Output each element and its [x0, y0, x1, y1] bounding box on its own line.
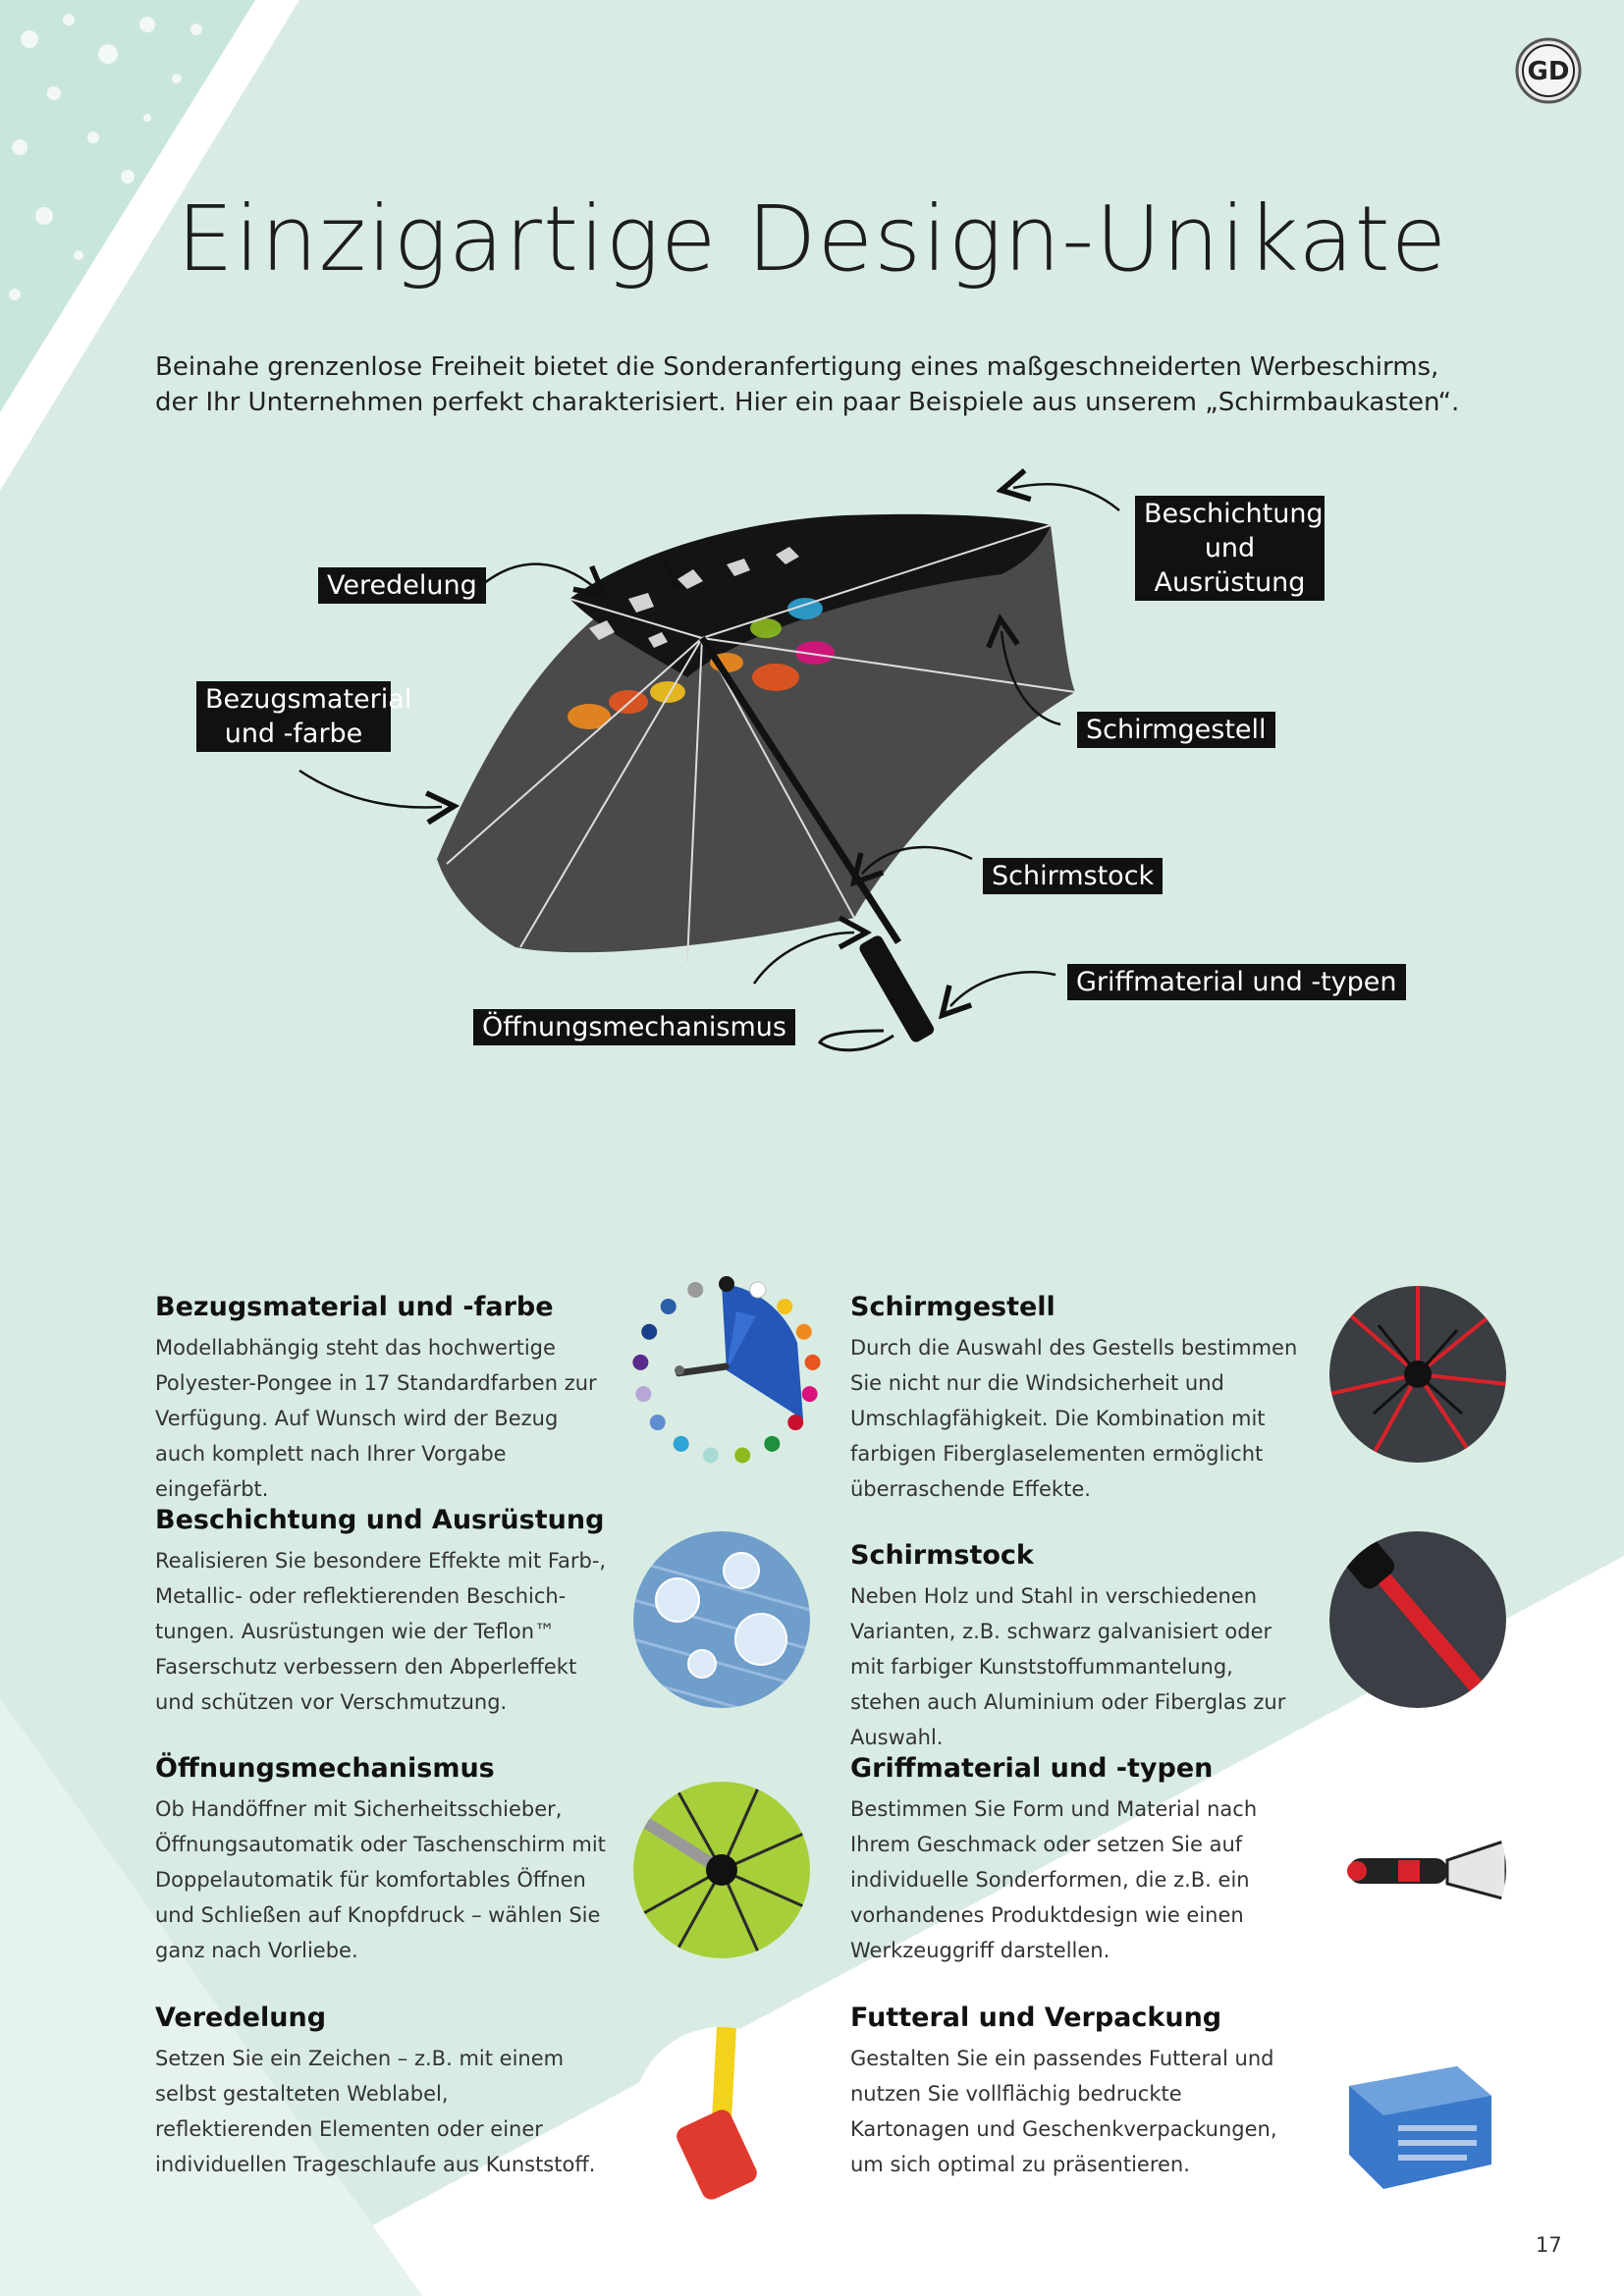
- handle-photo: [1329, 1782, 1506, 1958]
- section-title: Futteral und Verpackung: [850, 2002, 1222, 2033]
- packaging-photo: [1329, 2027, 1506, 2204]
- section-title: Bezugsmaterial und -farbe: [155, 1292, 554, 1322]
- section-griff: [850, 1753, 1302, 1968]
- section-beschichtung: [155, 1505, 607, 1720]
- section-oeffnung: [155, 1753, 607, 1968]
- page-title: Einzigartige Design-Unikate: [176, 187, 1448, 292]
- swatch-dot: [805, 1355, 821, 1370]
- page-number: 17: [1536, 2233, 1562, 2257]
- callout-oeffnung: Öffnungsmechanismus: [473, 1009, 795, 1045]
- callout-griffmaterial: Griffmaterial und -typen: [1067, 964, 1406, 1000]
- swatch-dot: [650, 1415, 666, 1430]
- intro-text: Beinahe grenzenlose Freiheit bietet die Sonderanfertigung eines maßgeschneiderten Werbeschirms, der Ihr Unternehmen perfekt charakterisiert. Hier ein paar Beispiele aus unserem „Schirmbaukasten“.: [155, 352, 1460, 417]
- swatch-dot: [703, 1448, 719, 1464]
- section-text: Gestalten Sie ein passendes Futteral und nutzen Sie vollflächig bedruckte Kartonagen und Geschenkverpackungen, um sich optimal zu präsentieren.: [850, 2047, 1277, 2176]
- callout-schirmstock: Schirmstock: [983, 858, 1163, 894]
- swatch-dot: [750, 1282, 766, 1298]
- callout-veredelung: Veredelung: [318, 567, 486, 604]
- swatch-dot: [796, 1324, 812, 1340]
- section-text: Neben Holz und Stahl in verschiedenen Varianten, z.B. schwarz galvanisiert oder mit farbiger Kunststoffummantelung, stehen auch Aluminium oder Fiberglas zur Auswahl.: [850, 1584, 1286, 1749]
- section-title: Griffmaterial und -typen: [850, 1753, 1214, 1784]
- logo-text: GD: [1527, 57, 1570, 86]
- strap-photo: [633, 2027, 810, 2204]
- swatch-dot: [787, 1415, 803, 1430]
- section-text: Bestimmen Sie Form und Material nach Ihrem Geschmack oder setzen Sie auf individuelle Sonderformen, die z.B. ein vorhandenes Produktdesign wie einen Werkzeuggriff darstellen.: [850, 1797, 1258, 1962]
- callout-schirmgestell: Schirmgestell: [1077, 712, 1275, 748]
- section-title: Veredelung: [155, 2002, 327, 2033]
- umbrella-rod-photo: [1329, 1531, 1506, 1708]
- section-gestell: [850, 1292, 1302, 1507]
- color-swatch-wheel: [628, 1272, 825, 1468]
- company-logo: [1515, 37, 1582, 104]
- swatch-dot: [687, 1282, 703, 1298]
- swatch-dot: [719, 1276, 734, 1292]
- section-text: Modellabhängig steht das hochwertige Polyester-Pongee in 17 Standardfarben zur Verfügung. Auf Wunsch wird der Bezug auch komplett nach Ihrer Vorgabe eingefärbt.: [155, 1336, 597, 1501]
- swatch-dot: [641, 1324, 657, 1340]
- section-title: Schirmgestell: [850, 1292, 1056, 1322]
- water-drops-photo: [633, 1531, 810, 1708]
- opening-mechanism-photo: [633, 1782, 810, 1958]
- swatch-dot: [635, 1386, 651, 1402]
- swatch-dot: [734, 1448, 750, 1464]
- section-veredelung: [155, 2002, 607, 2182]
- callout-beschichtung: Beschichtung und Ausrüstung: [1135, 496, 1325, 601]
- section-text: Durch die Auswahl des Gestells bestimmen Sie nicht nur die Windsicherheit und Umschlagfähigkeit. Die Kombination mit farbigen Fiberglaselementen ermöglicht überraschende Effekte.: [850, 1336, 1298, 1501]
- swatch-dot: [802, 1386, 818, 1402]
- section-title: Öffnungsmechanismus: [155, 1753, 495, 1784]
- section-futteral: [850, 2002, 1302, 2182]
- section-title: Beschichtung und Ausrüstung: [155, 1505, 605, 1535]
- section-title: Schirmstock: [850, 1540, 1034, 1571]
- swatch-dot: [661, 1299, 677, 1314]
- section-stock: [850, 1540, 1302, 1755]
- swatch-dot: [632, 1355, 648, 1370]
- swatch-dot: [777, 1299, 792, 1314]
- section-text: Setzen Sie ein Zeichen – z.B. mit einem selbst gestalteten Weblabel, reflektierenden Elementen oder einer individuellen Trageschlaufe aus Kunststoff.: [155, 2047, 596, 2176]
- section-text: Realisieren Sie besondere Effekte mit Farb-, Metallic- oder reflektierenden Beschich-tungen. Ausrüstungen wie der Teflon™ Faserschutz verbessern den Abperleffekt und schützen vor Verschmutzung.: [155, 1549, 607, 1714]
- callout-bezugsmaterial: Bezugsmaterial und -farbe: [196, 681, 391, 752]
- section-bezug: [155, 1292, 607, 1507]
- frame-photo: [1329, 1286, 1506, 1463]
- section-text: Ob Handöffner mit Sicherheitsschieber, Öffnungsautomatik oder Taschenschirm mit Doppelautomatik für komfortables Öffnen und Schließen auf Knopfdruck – wählen Sie ganz nach Vorliebe.: [155, 1797, 606, 1962]
- swatch-dot: [764, 1436, 780, 1452]
- swatch-dot: [674, 1436, 689, 1452]
